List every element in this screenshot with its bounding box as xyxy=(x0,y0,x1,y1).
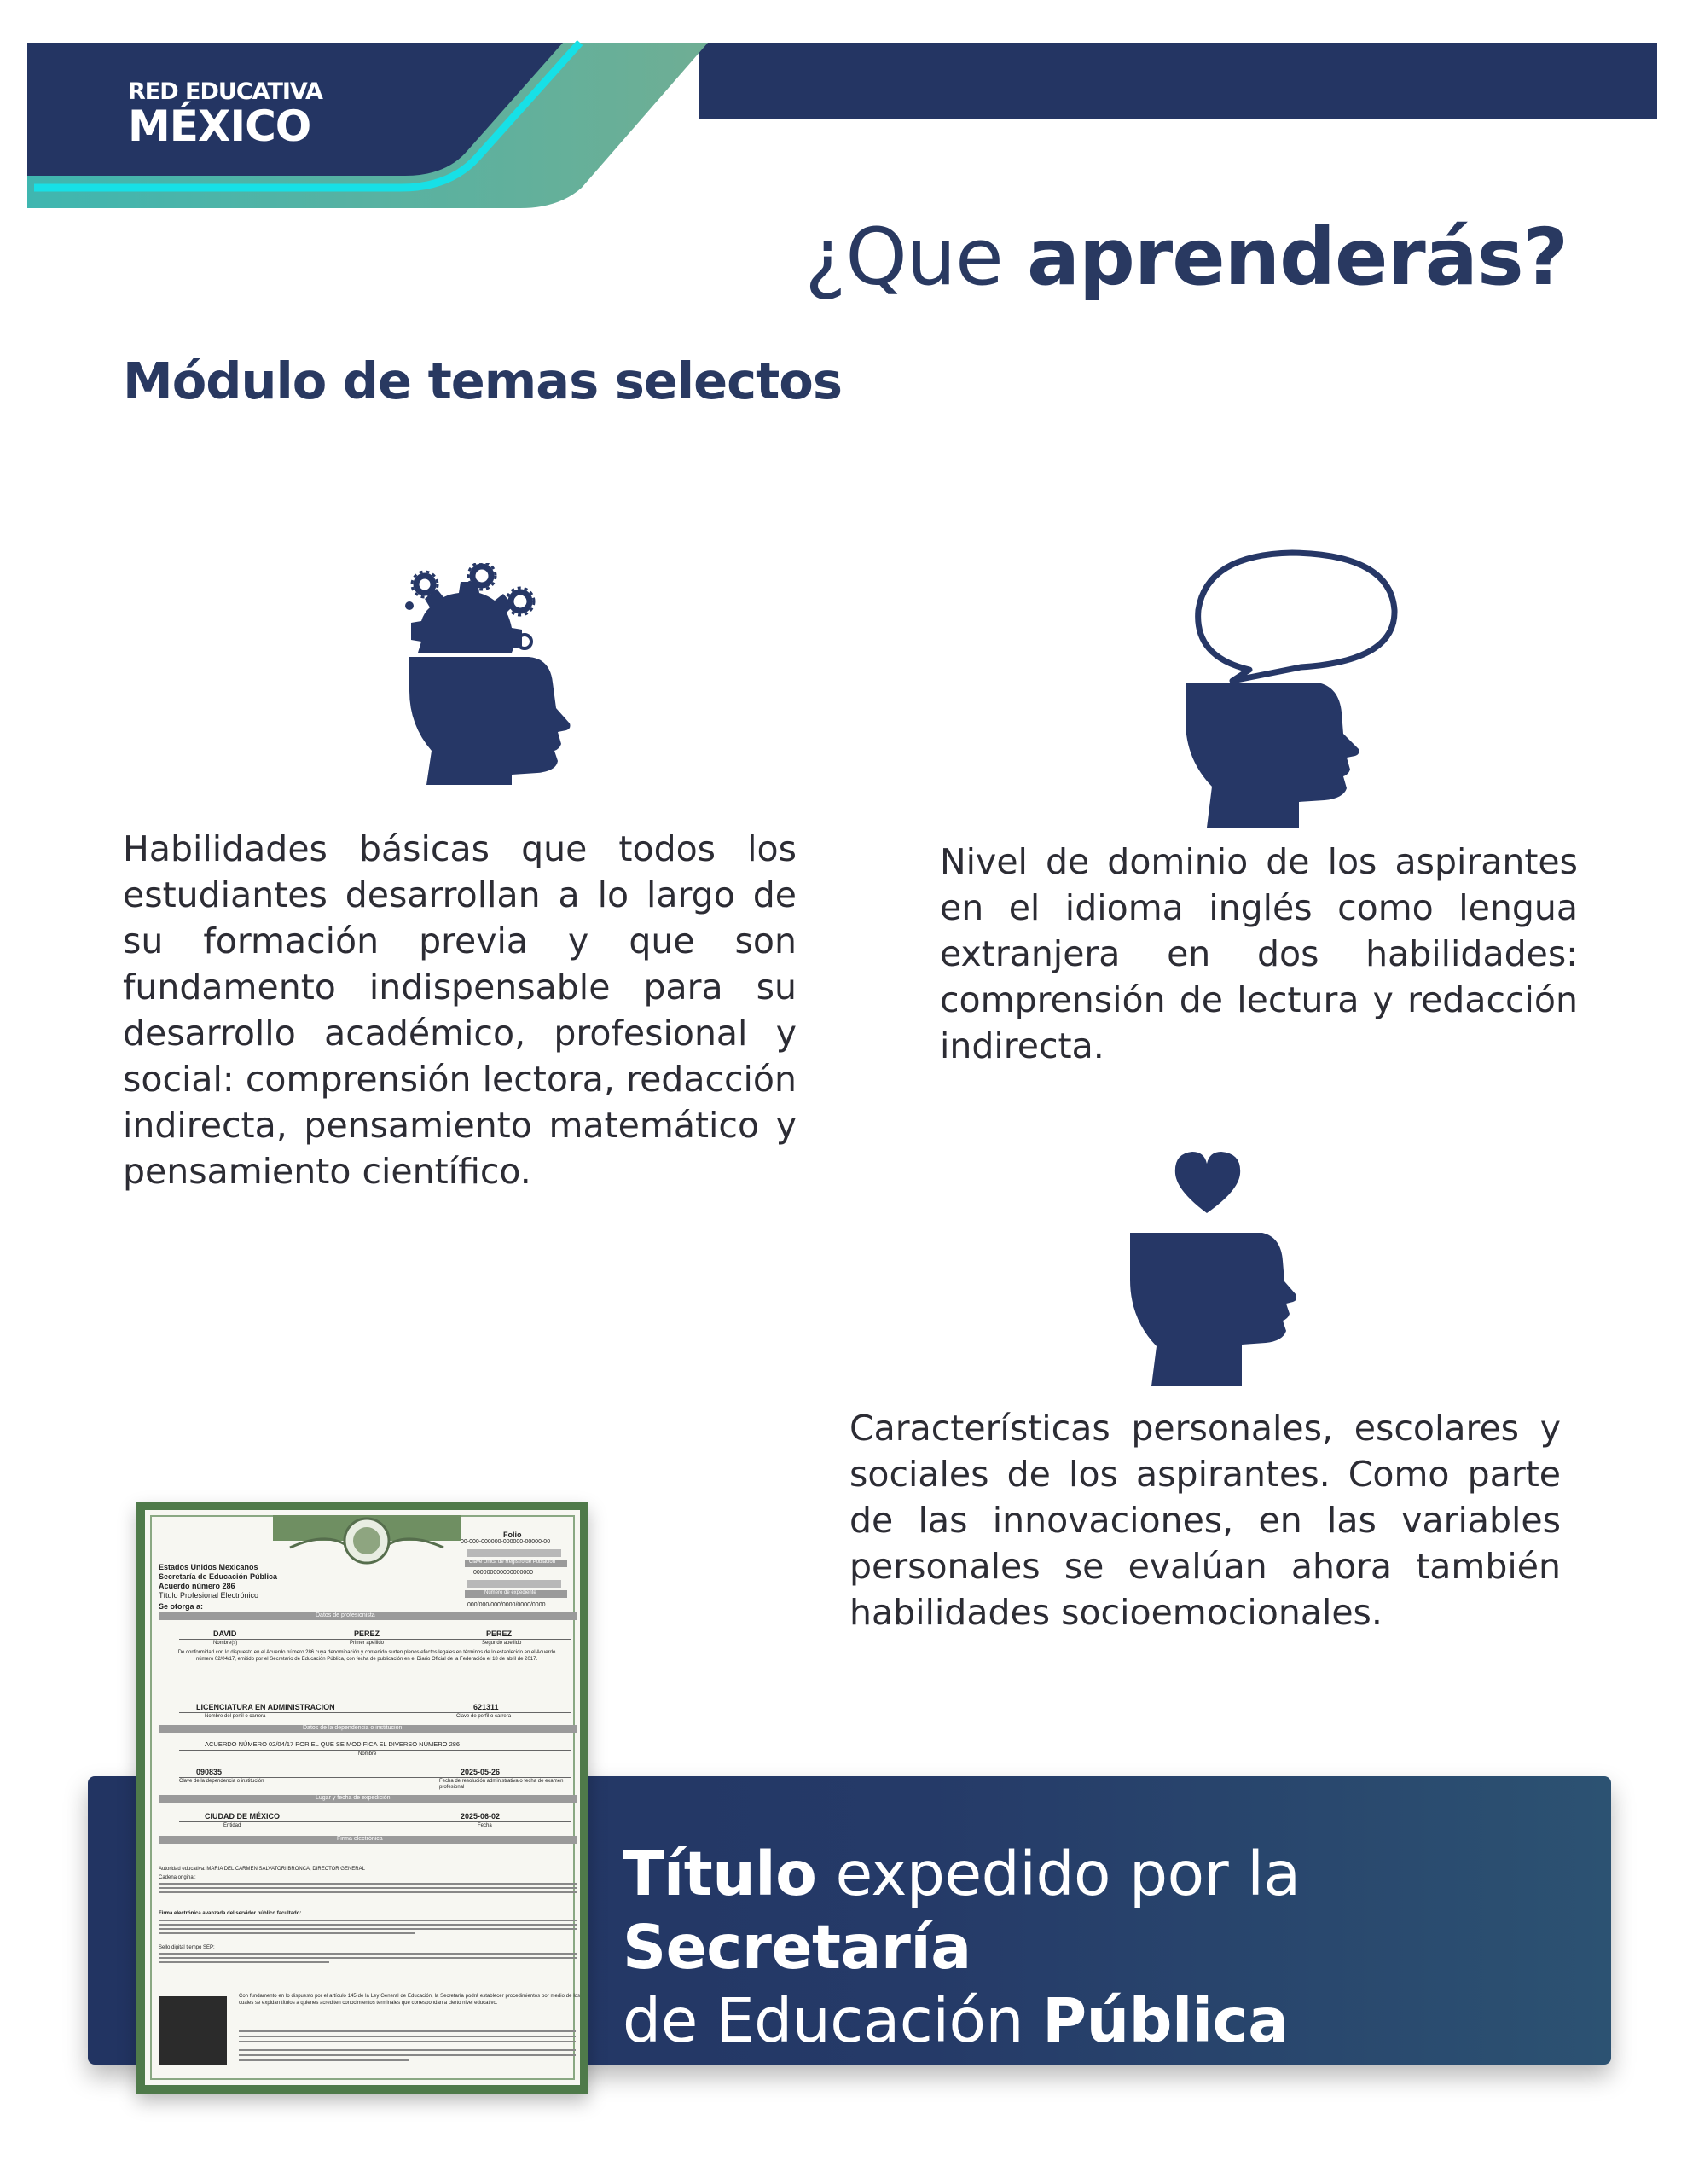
cert-agreement: ACUERDO NÚMERO 02/04/17 POR EL QUE SE MODIFICA EL DIVERSO NÚMERO 286 xyxy=(205,1740,461,1748)
cert-fine-print-line xyxy=(159,1920,577,1921)
brand-line-2: MÉXICO xyxy=(128,102,311,151)
module-1-description: Habilidades básicas que todos los estudiantes desarrollan a lo largo de su formación previa y que son fundamento indispensable para su desarrollo académico, profesional y social: comprensión lectora, redacción indirecta, pensamiento matemático y pensamiento científico. xyxy=(123,828,797,1192)
cert-agreement-label: Nombre xyxy=(358,1751,377,1757)
cert-section-signature: Firma electrónica xyxy=(337,1836,383,1842)
cert-surname-2-label: Segundo apellido xyxy=(482,1641,522,1646)
cert-institution-code-label: Clave de la dependencia o institución xyxy=(179,1779,264,1784)
cert-institution-code: 090835 xyxy=(196,1768,223,1776)
brand-logo xyxy=(128,78,322,151)
cert-original-chain: Cadena original: xyxy=(159,1875,196,1880)
cert-fine-print-line xyxy=(159,1891,577,1893)
page-title xyxy=(805,212,1568,303)
cert-name-label: Nombre(s) xyxy=(213,1641,238,1646)
cert-fine-print-line xyxy=(159,1957,577,1959)
cert-advanced-signature: Firma electrónica avanzada del servidor público facultado: xyxy=(159,1911,302,1916)
banner-word-secretaria: Secretaría xyxy=(623,1912,971,1983)
cert-divider xyxy=(179,1821,571,1822)
cert-fine-print-line xyxy=(239,2049,576,2051)
cert-fine-print-line xyxy=(239,2036,576,2037)
cert-divider xyxy=(179,1712,571,1713)
cert-fine-print-line xyxy=(239,2041,576,2042)
cert-surname-2: PEREZ xyxy=(486,1629,513,1638)
cert-issuer-1: Estados Unidos Mexicanos xyxy=(159,1563,258,1571)
cert-degree: LICENCIATURA EN ADMINISTRACION xyxy=(196,1703,335,1711)
cert-issuer-3: Acuerdo número 286 xyxy=(159,1582,235,1590)
brand-line-1: RED EDUCATIVA xyxy=(128,78,322,105)
degree-certificate-image xyxy=(136,1502,588,2094)
cert-issuer-2: Secretaría de Educación Pública xyxy=(159,1572,278,1581)
banner-word-title: Título xyxy=(623,1838,817,1909)
cert-city-label: Entidad xyxy=(223,1823,241,1828)
cert-file-label: Número de expediente xyxy=(484,1590,536,1595)
section-title: Módulo de temas selectos xyxy=(123,351,842,410)
cert-degree-label: Nombre del perfil o carrera xyxy=(205,1714,266,1719)
cert-issue-date: 2025-06-02 xyxy=(461,1812,501,1821)
head-speech-bubble-icon xyxy=(1181,546,1412,828)
cert-resolution-date: 2025-05-26 xyxy=(461,1768,501,1776)
page-title-prefix: ¿Que xyxy=(804,212,1027,303)
cert-legal-note: Con fundamento en lo dispuesto por el artículo 145 de la Ley General de Educación, la Secretaría podrá establecer procedimientos por medio de los cuales se expidan títulos a quienes acrediten conocimientos terminales que correspondan a cierto nivel educativo. xyxy=(239,1994,580,2006)
cert-folio: 00-000-000000-000000-00000-00 xyxy=(461,1539,551,1545)
page-title-emphasis: aprenderás? xyxy=(1026,212,1568,303)
cert-registry: 000000000000000000 xyxy=(473,1570,534,1576)
cert-fine-print-line xyxy=(159,1953,577,1955)
cert-fine-print-line xyxy=(239,2030,576,2032)
cert-fine-print-line xyxy=(159,1961,329,1963)
cert-fine-print-line xyxy=(239,2054,576,2056)
module-2-description: Nivel de dominio de los aspirantes en el idioma inglés como lengua extranjera en dos habilidades: comprensión de lectura y redacción indirecta. xyxy=(940,841,1578,1066)
cert-qr-code xyxy=(159,1996,227,2065)
cert-seal: Sello digital tiempo SEP: xyxy=(159,1945,215,1950)
banner-word-publica: Pública xyxy=(1042,1985,1289,2056)
cert-divider xyxy=(179,1750,571,1751)
cert-section-place: Lugar y fecha de expedición xyxy=(316,1795,391,1801)
cert-fine-print-line xyxy=(159,1928,577,1930)
cert-degree-code-label: Clave de perfil o carrera xyxy=(456,1714,512,1719)
cert-redaction-bar xyxy=(467,1549,561,1557)
banner-text xyxy=(623,1838,1595,2058)
module-3-description: Características personales, escolares y sociales de los aspirantes. Como parte de las innovaciones, en las variables personales se evalúan ahora también habilidades socioemocionales. xyxy=(849,1408,1561,1633)
cert-date-label: Fecha xyxy=(478,1823,492,1828)
banner-word-educacion: de Educación xyxy=(623,1985,1043,2056)
cert-fine-print-line xyxy=(239,2059,409,2061)
cert-file-number: 000/000/000/0000/0000/0000 xyxy=(467,1602,546,1608)
cert-statement: De conformidad con lo dispuesto en el Acuerdo número 286 cuya denominación y contenido surten plenos efectos legales en términos de lo establecido en el Acuerdo número 02/04/17, emitido por el Secretario de Educación Pública, con fecha de publicación en el Diario Oficial de la Federación el 18 de abril de 2017. xyxy=(177,1650,556,1662)
cert-surname-1-label: Primer apellido xyxy=(350,1641,385,1646)
national-seal-emblem xyxy=(273,1515,461,1566)
cert-divider xyxy=(179,1639,571,1640)
head-gears-icon xyxy=(401,563,571,785)
cert-name: DAVID xyxy=(213,1629,237,1638)
cert-authority: Autoridad educativa: MARIA DEL CARMEN SALVATORI BRONCA, DIRECTOR GENERAL xyxy=(159,1867,365,1872)
cert-section-professional: Datos de profesionista xyxy=(316,1612,375,1618)
cert-surname-1: PEREZ xyxy=(354,1629,380,1638)
cert-issuer-4: Título Profesional Electrónico xyxy=(159,1591,259,1600)
cert-degree-code: 621311 xyxy=(473,1703,499,1711)
cert-fine-print-line xyxy=(159,1883,577,1885)
cert-granted-to: Se otorga a: xyxy=(159,1602,204,1611)
cert-resolution-label: Fecha de resolución administrativa o fecha de examen profesional xyxy=(439,1779,564,1790)
cert-registry-label: Clave Única de Registro de Población xyxy=(469,1560,556,1565)
cert-divider xyxy=(179,1777,571,1778)
cert-section-institution: Datos de la dependencia o institución xyxy=(303,1725,403,1731)
cert-folio-label: Folio xyxy=(503,1531,522,1539)
cert-fine-print-line xyxy=(159,1924,577,1926)
cert-redaction-bar xyxy=(467,1580,561,1588)
cert-fine-print-line xyxy=(159,1932,415,1934)
cert-city: CIUDAD DE MÉXICO xyxy=(205,1812,281,1821)
head-heart-icon xyxy=(1126,1143,1296,1386)
banner-word-expedido: expedido por la xyxy=(816,1838,1301,1909)
cert-fine-print-line xyxy=(159,1887,577,1889)
